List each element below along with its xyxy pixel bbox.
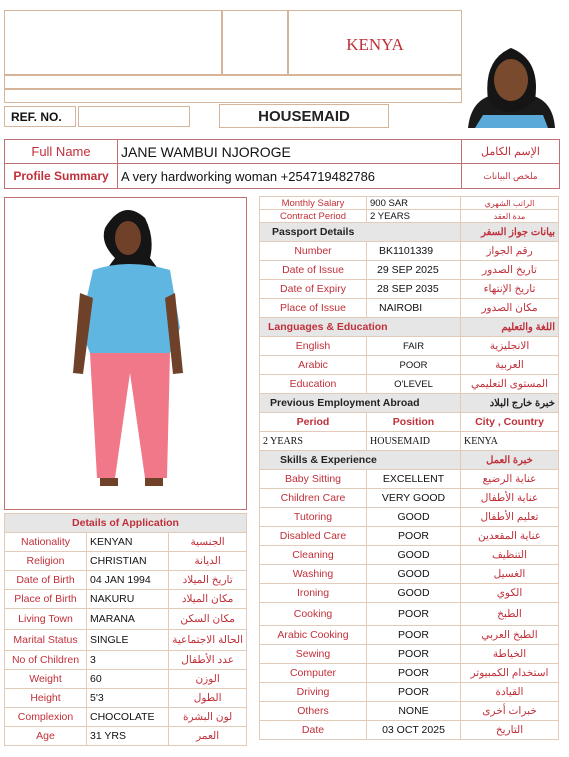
skill-label: Children Care: [260, 489, 367, 508]
skill-label: Others: [260, 702, 367, 721]
country-box: [288, 10, 462, 75]
passport-row: [260, 280, 559, 299]
skill-value: GOOD: [367, 508, 461, 527]
app-value: SINGLE: [87, 630, 169, 651]
skill-label: Cleaning: [260, 546, 367, 565]
ref-label-box: [4, 106, 76, 127]
language-value: FAIR: [367, 337, 461, 356]
passport-value: 29 SEP 2025: [367, 261, 461, 280]
profile-photo-small: [463, 40, 560, 128]
employment-position: HOUSEMAID: [367, 432, 461, 451]
skill-label: Baby Sitting: [260, 470, 367, 489]
skill-label: Sewing: [260, 645, 367, 664]
skill-value: POOR: [367, 683, 461, 702]
skill-row: [260, 527, 559, 546]
language-value: POOR: [367, 356, 461, 375]
skill-ar: استخدام الكمبيوتر: [461, 664, 559, 683]
summary-label: Profile Summary: [5, 164, 118, 189]
app-value: CHOCOLATE: [87, 708, 169, 727]
app-row: [5, 670, 247, 689]
skills-title-ar: خبرة العمل: [461, 451, 559, 470]
skill-row: [260, 721, 559, 740]
language-label: Education: [260, 375, 367, 394]
skill-value: POOR: [367, 527, 461, 546]
employment-col-position: Position: [367, 413, 461, 432]
language-row: [260, 375, 559, 394]
app-label: Complexion: [5, 708, 87, 727]
app-label: Weight: [5, 670, 87, 689]
skills-title: Skills & Experience: [260, 451, 461, 470]
application-title: Details of Application: [5, 514, 247, 533]
passport-title: Passport Details: [260, 223, 461, 242]
country-title: KENYA: [346, 35, 404, 54]
app-value: MARANA: [87, 609, 169, 630]
skill-label: Ironing: [260, 584, 367, 603]
app-row: [5, 708, 247, 727]
app-ar: تاريخ الميلاد: [169, 571, 247, 590]
language-row: [260, 356, 559, 375]
fullname-value: JANE WAMBUI NJOROGE: [118, 140, 462, 164]
passport-value: NAIROBI: [367, 299, 461, 318]
employment-period: 2 YEARS: [260, 432, 367, 451]
skill-value: GOOD: [367, 546, 461, 565]
language-ar: العربية: [461, 356, 559, 375]
language-label: English: [260, 337, 367, 356]
skill-row: [260, 489, 559, 508]
employment-title: Previous Employment Abroad: [260, 394, 461, 413]
skill-label: Arabic Cooking: [260, 626, 367, 645]
skill-label: Date: [260, 721, 367, 740]
application-header-row: [5, 514, 247, 533]
passport-value: BK1101339: [367, 242, 461, 261]
details-table: [259, 196, 559, 740]
app-label: Religion: [5, 552, 87, 571]
job-title: HOUSEMAID: [258, 108, 350, 125]
app-row: [5, 571, 247, 590]
skill-row: [260, 470, 559, 489]
header-line-strip-2: [4, 89, 462, 103]
app-value: NAKURU: [87, 590, 169, 609]
salary-row: [260, 210, 559, 223]
skill-label: Cooking: [260, 603, 367, 626]
skill-ar: عناية الرضيع: [461, 470, 559, 489]
app-ar: الطول: [169, 689, 247, 708]
skill-ar: القيادة: [461, 683, 559, 702]
fullname-row: [5, 140, 560, 164]
skill-label: Washing: [260, 565, 367, 584]
app-label: Age: [5, 727, 87, 746]
application-table: [4, 513, 247, 746]
employment-location: KENYA: [461, 432, 559, 451]
app-label: Date of Birth: [5, 571, 87, 590]
passport-label: Date of Expiry: [260, 280, 367, 299]
passport-row: [260, 299, 559, 318]
app-value: 3: [87, 651, 169, 670]
skill-row: [260, 626, 559, 645]
skill-ar: الخياطة: [461, 645, 559, 664]
header-empty-left: [4, 10, 222, 75]
skill-value: POOR: [367, 603, 461, 626]
app-row: [5, 533, 247, 552]
passport-ar: تاريخ الصدور: [461, 261, 559, 280]
employment-col-period: Period: [260, 413, 367, 432]
salary-label: Monthly Salary: [260, 197, 367, 210]
skill-ar: الطبخ: [461, 603, 559, 626]
employment-row: [260, 432, 559, 451]
salary-ar: مدة العقد: [461, 210, 559, 223]
employment-title-ar: خبرة خارج البلاد: [461, 394, 559, 413]
skills-header-row: [260, 451, 559, 470]
full-body-photo: [4, 197, 247, 510]
languages-header-row: [260, 318, 559, 337]
salary-value: 900 SAR: [367, 197, 461, 210]
header-line-strip: [4, 75, 462, 89]
app-label: Height: [5, 689, 87, 708]
skill-ar: الطبخ العربي: [461, 626, 559, 645]
app-value: 04 JAN 1994: [87, 571, 169, 590]
skill-ar: عناية الأطفال: [461, 489, 559, 508]
skill-value: POOR: [367, 626, 461, 645]
skill-row: [260, 603, 559, 626]
summary-ar: ملخص البيانات: [462, 164, 560, 189]
language-ar: المستوى التعليمي: [461, 375, 559, 394]
header-empty-mid: [222, 10, 288, 75]
employment-columns-row: [260, 413, 559, 432]
app-row: [5, 727, 247, 746]
skill-value: EXCELLENT: [367, 470, 461, 489]
app-ar: لون البشرة: [169, 708, 247, 727]
passport-row: [260, 261, 559, 280]
language-label: Arabic: [260, 356, 367, 375]
skill-value: 03 OCT 2025: [367, 721, 461, 740]
app-ar: مكان السكن: [169, 609, 247, 630]
passport-label: Number: [260, 242, 367, 261]
ref-value: [79, 107, 189, 113]
salary-label: Contract Period: [260, 210, 367, 223]
skill-row: [260, 683, 559, 702]
passport-ar: مكان الصدور: [461, 299, 559, 318]
app-ar: عدد الأطفال: [169, 651, 247, 670]
passport-header-row: [260, 223, 559, 242]
passport-row: [260, 242, 559, 261]
app-value: CHRISTIAN: [87, 552, 169, 571]
salary-ar: الراتب الشهري: [461, 197, 559, 210]
employment-header-row: [260, 394, 559, 413]
skill-ar: التاريخ: [461, 721, 559, 740]
language-ar: الانجليزية: [461, 337, 559, 356]
app-value: 31 YRS: [87, 727, 169, 746]
fullname-label: Full Name: [5, 140, 118, 164]
skill-row: [260, 565, 559, 584]
app-ar: الديانة: [169, 552, 247, 571]
employment-col-location: City , Country: [461, 413, 559, 432]
passport-ar: رقم الجواز: [461, 242, 559, 261]
language-row: [260, 337, 559, 356]
ref-value-box: [78, 106, 190, 127]
app-ar: مكان الميلاد: [169, 590, 247, 609]
app-label: Place of Birth: [5, 590, 87, 609]
skill-ar: خبرات أخرى: [461, 702, 559, 721]
app-value: 5'3: [87, 689, 169, 708]
app-label: No of Children: [5, 651, 87, 670]
passport-label: Date of Issue: [260, 261, 367, 280]
salary-row: [260, 197, 559, 210]
skill-value: GOOD: [367, 584, 461, 603]
app-row: [5, 651, 247, 670]
skill-ar: تعليم الأطفال: [461, 508, 559, 527]
skill-value: POOR: [367, 645, 461, 664]
app-row: [5, 630, 247, 651]
skill-row: [260, 508, 559, 527]
skill-row: [260, 546, 559, 565]
languages-title-ar: اللغة والتعليم: [461, 318, 559, 337]
passport-ar: تاريخ الإنتهاء: [461, 280, 559, 299]
skill-row: [260, 702, 559, 721]
app-ar: العمر: [169, 727, 247, 746]
languages-title: Languages & Education: [260, 318, 461, 337]
skill-label: Driving: [260, 683, 367, 702]
app-row: [5, 552, 247, 571]
app-ar: الوزن: [169, 670, 247, 689]
app-value: KENYAN: [87, 533, 169, 552]
app-row: [5, 609, 247, 630]
skill-ar: الغسيل: [461, 565, 559, 584]
skill-row: [260, 584, 559, 603]
summary-row: [5, 164, 560, 189]
skill-ar: الكوي: [461, 584, 559, 603]
app-label: Marital Status: [5, 630, 87, 651]
ref-label: REF. NO.: [11, 110, 62, 124]
salary-value: 2 YEARS: [367, 210, 461, 223]
skill-label: Disabled Care: [260, 527, 367, 546]
job-title-box: [219, 104, 389, 128]
skill-value: POOR: [367, 664, 461, 683]
skill-value: GOOD: [367, 565, 461, 584]
app-row: [5, 590, 247, 609]
fullname-ar: الإسم الكامل: [462, 140, 560, 164]
skill-label: Computer: [260, 664, 367, 683]
language-value: O'LEVEL: [367, 375, 461, 394]
app-label: Living Town: [5, 609, 87, 630]
skill-ar: عناية المقعدين: [461, 527, 559, 546]
skill-label: Tutoring: [260, 508, 367, 527]
app-ar: الجنسية: [169, 533, 247, 552]
skill-value: VERY GOOD: [367, 489, 461, 508]
app-label: Nationality: [5, 533, 87, 552]
passport-value: 28 SEP 2035: [367, 280, 461, 299]
identity-table: [4, 139, 560, 189]
summary-value: A very hardworking woman +254719482786: [118, 164, 462, 189]
passport-title-ar: بيانات جواز السفر: [461, 223, 559, 242]
skill-value: NONE: [367, 702, 461, 721]
passport-label: Place of Issue: [260, 299, 367, 318]
app-row: [5, 689, 247, 708]
skill-ar: التنظيف: [461, 546, 559, 565]
skill-row: [260, 664, 559, 683]
app-ar: الحالة الاجتماعية: [169, 630, 247, 651]
skill-row: [260, 645, 559, 664]
app-value: 60: [87, 670, 169, 689]
